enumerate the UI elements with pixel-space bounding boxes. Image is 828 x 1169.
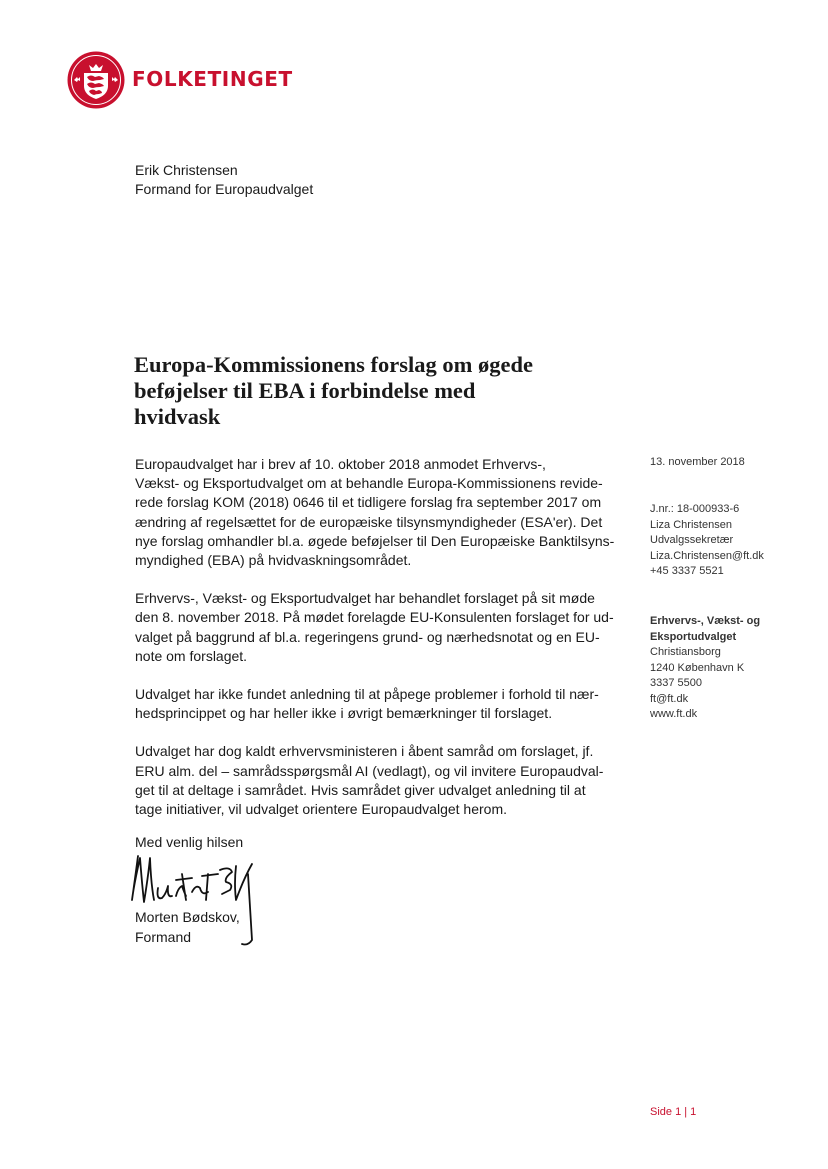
letter-heading [134,352,614,430]
committee-name: Erhvervs-, Vækst- og [650,615,761,627]
committee-address: Christiansborg [650,646,721,658]
body-line: den 8. november 2018. På mødet forelagde EU-Konsulenten forslaget for ud- [135,609,614,626]
heading-line: beføjelser til EBA i forbindelse med [134,378,476,403]
letter-date [650,455,745,471]
committee-phone: 3337 5500 [650,677,702,689]
committee-info [650,614,760,723]
folketinget-logo [66,50,306,112]
journal-number: J.nr.: 18-000933-6 [650,503,740,515]
body-line: valget på baggrund af bl.a. regeringens grund- og nærhedsnotat og en EU- [135,628,600,645]
body-line: ændring af regelsættet for de europæiske tilsynsmyndigheder (ESA'er). Det [135,513,603,530]
date-value: 13. november 2018 [650,456,745,468]
recipient-name: Erik Christensen [135,162,238,178]
paragraph-1 [135,455,615,570]
wordmark: FOLKETINGET [132,67,293,91]
body-line: myndighed (EBA) på hvidvaskningsområdet. [135,552,412,569]
committee-address: 1240 København K [650,661,745,674]
case-info [650,502,764,580]
signer-name: Morten Bødskov, [135,909,240,925]
body-line: Vækst- og Eksportudvalget om at behandle Europa-Kommissionens revide- [135,475,603,492]
contact-phone: +45 3337 5521 [650,565,724,577]
contact-name: Liza Christensen [650,518,732,531]
recipient-block [135,161,313,199]
committee-name: Eksportudvalget [650,630,737,643]
letter-body [135,455,615,838]
signer-title: Formand [135,928,192,945]
body-line: tage initiativer, vil udvalget orientere Europaudvalget herom. [135,801,507,818]
body-line: Udvalget har dog kaldt erhvervsministeren i åbent samråd om forslaget, jf. [135,743,594,760]
committee-email: ft@ft.dk [650,692,689,705]
contact-role: Udvalgssekretær [650,534,734,546]
body-line: Udvalget har ikke fundet anledning til at påpege problemer i forhold til nær- [135,686,599,703]
body-line: get til at deltage i samrådet. Hvis samrådet giver udvalget anledning til at [135,781,586,798]
body-line: note om forslaget. [135,647,248,664]
paragraph-3 [135,685,615,723]
signer-block [135,908,240,947]
committee-web: www.ft.dk [650,708,698,720]
body-line: ERU alm. del – samrådsspørgsmål AI (vedlagt), og vil invitere Europaudval- [135,762,604,779]
body-line: Erhvervs-, Vækst- og Eksportudvalget har behandlet forslaget på sit møde [135,590,595,607]
body-line: Europaudvalget har i brev af 10. oktober 2018 anmodet Erhvervs-, [135,456,546,472]
paragraph-2 [135,589,615,666]
paragraph-4 [135,742,615,819]
page-number: Side 1 | 1 [650,1106,697,1118]
danish-coat-of-arms-seal-icon [66,50,126,110]
body-line: hedsprincippet og har heller ikke i øvrigt bemærkninger til forslaget. [135,705,553,722]
body-line: rede forslag KOM (2018) 0646 til et tidligere forslag fra september 2017 om [135,494,602,511]
heading-line: hvidvask [134,404,221,429]
body-line: nye forslag omhandler bl.a. øgede beføjelser til Den Europæiske Banktilsyns- [135,532,615,549]
contact-email: Liza.Christensen@ft.dk [650,549,764,562]
closing-greeting: Med venlig hilsen [135,834,244,850]
heading-line: Europa-Kommissionens forslag om øgede [134,352,533,377]
recipient-title: Formand for Europaudvalget [135,181,314,197]
